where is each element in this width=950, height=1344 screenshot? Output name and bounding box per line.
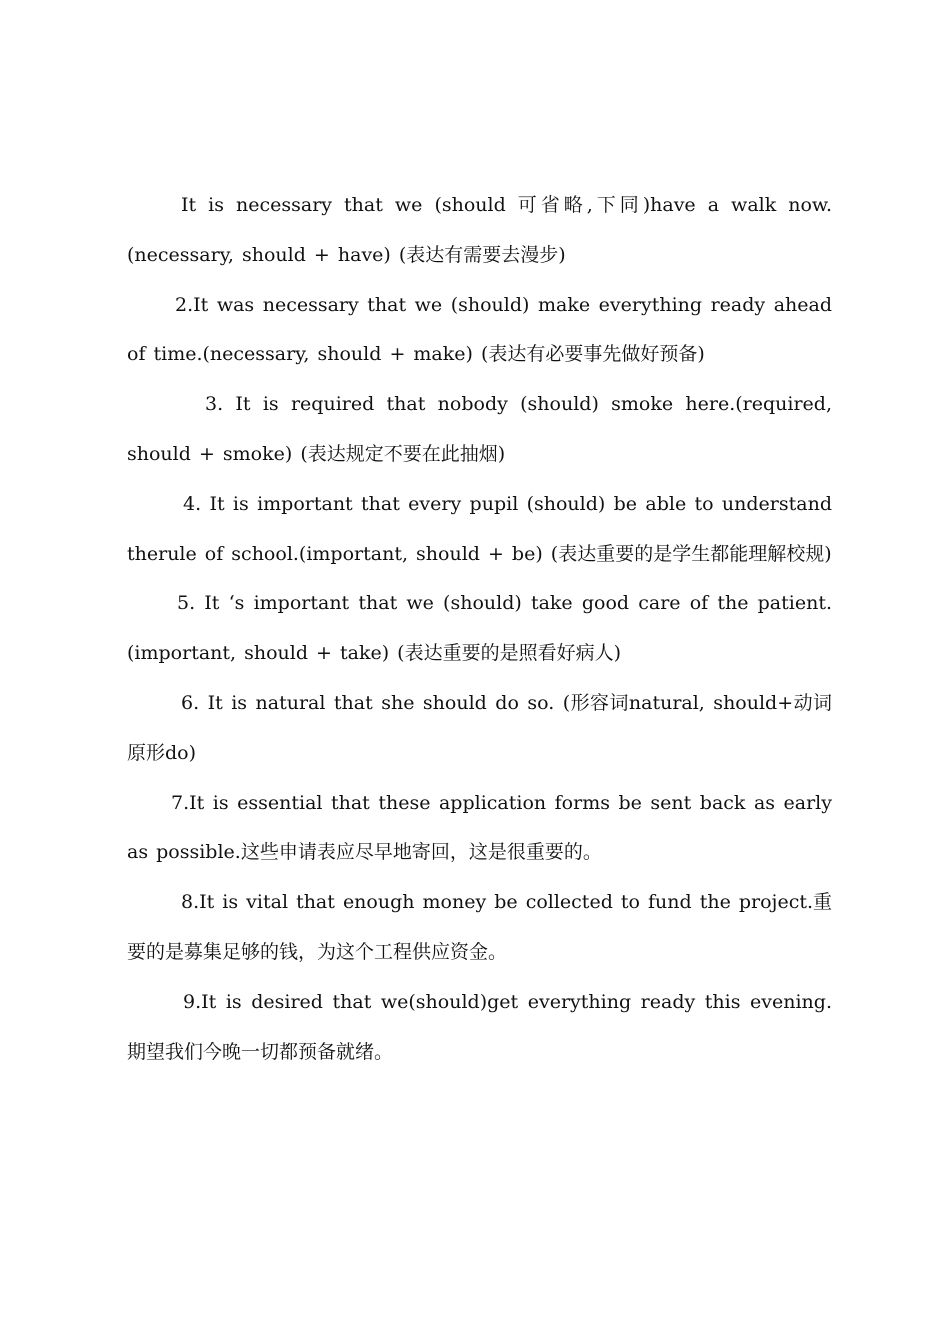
document-body <box>127 181 832 1077</box>
paragraph-5: 5. It ‘s important that we (should) take good care of the patient.(important, should + take) (表达重要的是照看好病人) <box>127 592 832 665</box>
paragraph-3: 3. It is required that nobody (should) smoke here.(required, should + smoke) (表达规定不要在此抽烟) <box>127 393 832 465</box>
paragraph-4: 4. It is important that every pupil (should) be able to understand therule of school.(important, should + be) (表达重要的是学生都能理解校规) <box>127 492 832 565</box>
paragraph-1: It is necessary that we (should 可省略,下同)have a walk now.(necessary, should + have) (表达有需要去漫步) <box>127 194 832 266</box>
paragraph-2: 2.It was necessary that we (should) make everything ready ahead of time.(necessary, should + make) (表达有必要事先做好预备) <box>127 293 832 366</box>
paragraph-9: 9.It is desired that we(should)get everything ready this evening.期望我们今晚一切都预备就绪。 <box>127 990 832 1063</box>
paragraph-7: 7.It is essential that these application forms be sent back as early as possible.这些申请表应尽早地寄回，这是很重要的。 <box>127 791 832 864</box>
paragraph-8: 8.It is vital that enough money be collected to fund the project.重要的是募集足够的钱，为这个工程供应资金。 <box>127 891 833 963</box>
paragraph-6: 6. It is natural that she should do so. (形容词natural, should+动词原形do) <box>127 691 832 764</box>
